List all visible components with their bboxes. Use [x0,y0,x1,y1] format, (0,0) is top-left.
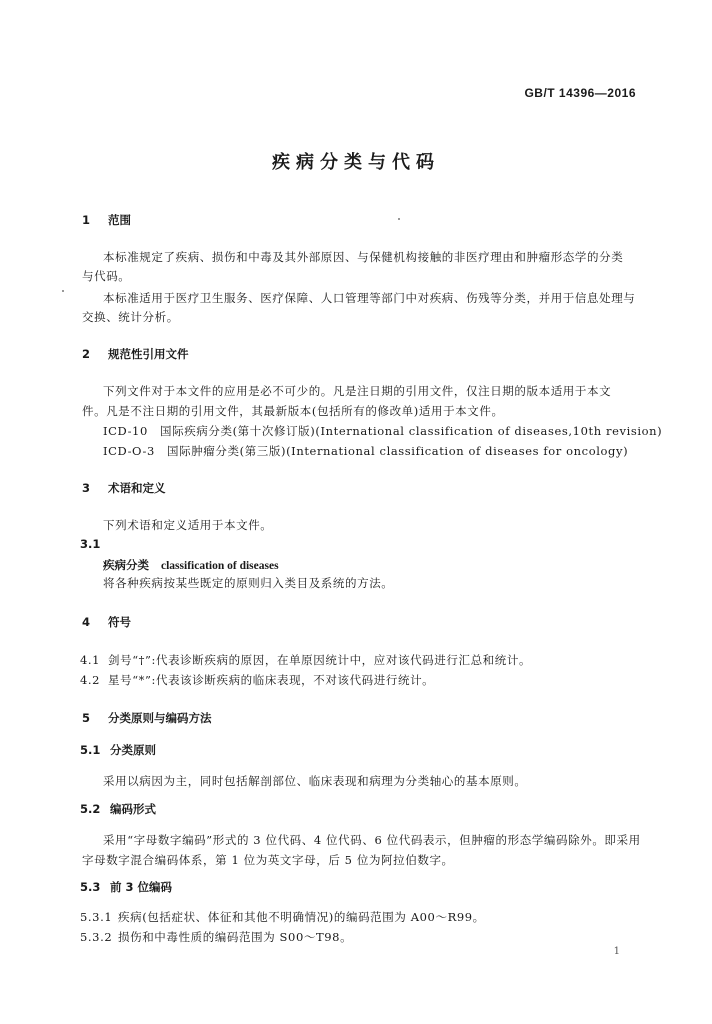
standard-code: GB/T 14396—2016 [524,86,636,100]
section-3-heading [82,480,166,496]
list-item [80,909,485,925]
term-definition: 将各种疾病按某些既定的原则归入类目及系统的方法。 [103,576,394,590]
paragraph-line: 下列术语和定义适用于本文件。 [103,518,273,532]
reference-item: ICD-O-3 国际肿瘤分类(第三版)(International classification of diseases for oncology) [103,444,629,458]
subsection-5-1-heading [80,742,156,758]
subsection-title: 编码形式 [110,802,156,816]
section-number: 4 [82,615,91,629]
paragraph-line: 件。凡是不注日期的引用文件，其最新版本(包括所有的修改单)适用于本文件。 [82,404,504,418]
section-title: 范围 [108,213,131,227]
reference-item: ICD-10 国际疾病分类(第十次修订版)(International classification of diseases,10th revision) [103,424,663,438]
section-1-heading [82,212,131,228]
paragraph-line: 与代码。 [82,269,131,283]
section-title: 术语和定义 [108,481,166,495]
scan-speck [62,290,64,292]
section-title: 规范性引用文件 [108,347,189,361]
item-text: 损伤和中毒性质的编码范围为 S00～T98。 [118,930,353,944]
subsection-5-3-heading [80,879,172,895]
paragraph-line: 采用以病因为主，同时包括解剖部位、临床表现和病理为分类轴心的基本原则。 [103,774,527,788]
item-number: 5.3.2 [80,930,113,944]
paragraph-line: 采用“字母数字编码”形式的 3 位代码、4 位代码、6 位代码表示，但肿瘤的形态学编码除外。即采用 [103,833,641,847]
section-5-heading [82,710,212,726]
term-english: classification of diseases [161,560,279,572]
paragraph-line: 本标准规定了疾病、损伤和中毒及其外部原因、与保健机构接触的非医疗理由和肿瘤形态学的分类 [103,250,624,264]
list-item [80,672,434,688]
item-number: 4.2 [80,673,101,687]
term-chinese: 疾病分类 [103,558,149,572]
term-entry [103,557,279,573]
section-title: 分类原则与编码方法 [108,711,212,725]
paragraph-line: 字母数字混合编码体系，第 1 位为英文字母，后 5 位为阿拉伯数字。 [82,853,454,867]
section-4-heading [82,614,131,630]
paragraph-line: 本标准适用于医疗卫生服务、医疗保障、人口管理等部门中对疾病、伤残等分类，并用于信息处理与 [103,291,636,305]
term-number: 3.1 [80,537,101,551]
section-number: 5 [82,711,91,725]
subsection-5-2-heading [80,801,156,817]
section-number: 3 [82,481,91,495]
section-title: 符号 [108,615,131,629]
page-title: 疾病分类与代码 [272,152,440,173]
subsection-title: 分类原则 [110,743,156,757]
scan-speck [398,218,400,220]
subsection-title: 前 3 位编码 [110,880,173,894]
subsection-number: 5.1 [80,743,101,757]
section-2-heading [82,346,189,362]
subsection-number: 5.3 [80,880,101,894]
list-item [80,929,352,945]
section-number: 2 [82,347,91,361]
item-number: 4.1 [80,653,101,667]
paragraph-line: 下列文件对于本文件的应用是必不可少的。凡是注日期的引用文件，仅注日期的版本适用于本文 [103,384,612,398]
item-text: 星号“*”:代表该诊断疾病的临床表现，不对该代码进行统计。 [108,673,435,687]
list-item [80,652,531,668]
page-number: 1 [613,946,620,957]
item-text: 剑号“†”:代表诊断疾病的原因，在单原因统计中，应对该代码进行汇总和统计。 [108,653,532,667]
paragraph-line: 交换、统计分析。 [82,310,179,324]
subsection-number: 5.2 [80,802,101,816]
section-number: 1 [82,213,91,227]
item-number: 5.3.1 [80,910,113,924]
item-text: 疾病(包括症状、体征和其他不明确情况)的编码范围为 A00～R99。 [118,910,485,924]
